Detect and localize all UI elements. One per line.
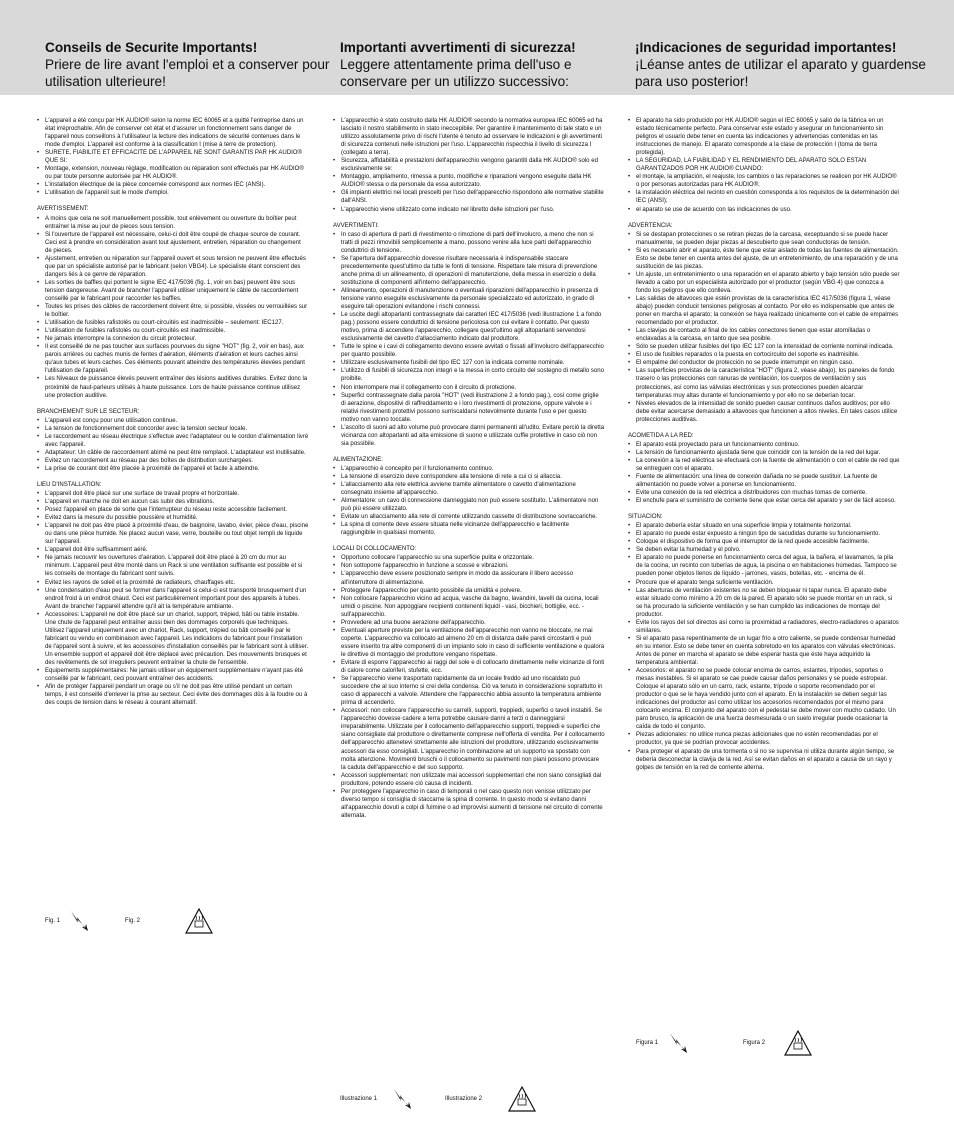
list-item: • Allineamento, operazioni di manutenzione o eventuali riparazioni dell'apparecchio in presenza di tensione vanno eseguite esclusivamente da personale specializzato ed autorizzato, in grado di eseguire tali operazioni evitandone i rischi connessi.: [333, 287, 605, 311]
list-item: • el aparato se use de acuerdo con las indicaciones de uso.: [628, 206, 900, 214]
bullet-list: [37, 117, 309, 197]
list-item: • Une condensation d'eau peut se former dans l'appareil si celui-ci est transporté brusquement d'un endroit froid à un endroit chaud. Ceci est particulièrement important pour des appareils à tubes. Avant de brancher l'appareil attendre qu'il ait la température ambiante.: [37, 587, 309, 611]
heading-title: Conseils de Securite Importants!: [45, 40, 258, 55]
list-item: • El aparato ha sido producido por HK AUDIO® según el IEC 60065 y salió de la fábrica en un estado técnicamente perfecto. Para conservar este estado y asegurar un funcionamiento sin peligros el usuario debe tener en cuenta las indicaciones y advertencias contenidas en las instrucciones de manejo. El aparato corresponde a la clase de protección I (toma de tierra protegida).: [628, 117, 900, 157]
list-item: • Se l'apertura dell'apparecchio dovesse risultare necessaria è indispensabile staccare precedentemente quest'ultimo da tutte le fonti di tensione. Rispettare tale misura di prevenzione anche prima di un allineamento, di operazioni di manutenzione, della messa in esercizio o della sostituzione di componenti all'interno dell'apparecchio.: [333, 255, 605, 287]
figures-it: [340, 1086, 540, 1116]
bullet-list: [628, 117, 900, 214]
section-block: [628, 513, 900, 772]
list-item: • La conexión a la red eléctrica se efectuará con la fuente de alimentación o con el cable de red que se entreguen con el aparato.: [628, 457, 900, 473]
list-item: • L'appareil est conçu pour une utilisation continue.: [37, 417, 309, 425]
list-item: • Adaptateur: Un câble de raccordement abimé ne peut être remplacé. L'adaptateur est inutilisable.: [37, 449, 309, 457]
section-block: [37, 408, 309, 473]
list-item: • Non collocare l'apparecchio vicino ad acqua, vasche da bagno, lavandini, lavelli da cucina, locali umidi o piscine. Non appoggiare recipienti contenenti liquidi - vasi, bicchieri, bottiglie, ecc. - sull'apparecchio.: [333, 595, 605, 619]
heading-title: Importanti avvertimenti di sicurezza!: [340, 40, 576, 55]
list-item: • A moins que cela ne soit manuellement possible, tout enlèvement ou ouverture du boîtier peut entraîner la mise au jour de pieces sous tension.: [37, 215, 309, 231]
list-item: • Superfici contrassegnate dalla parola "HOT" (vedi illustrazione 2 a fondo pag.), così come griglie di aerazione, dispositivi di raffreddamento e i loro rivestimenti di protezione, oppure valvole e i relativi rivestimenti protettivi possono surriscaldarsi notevolmente durante l'uso e per questo motivo non vanno toccate.: [333, 392, 605, 424]
list-item: • Montaggio, ampliamento, rimessa a punto, modifiche e riparazioni vengono eseguite dalla HK AUDIO® stessa o da personale da essa autorizzato.: [333, 173, 605, 189]
list-item: • Evitez les rayons de soleil et la proximité de radiateurs, chauffages etc.: [37, 579, 309, 587]
section-heading: BRANCHEMENT SUR LE SECTEUR:: [37, 408, 140, 415]
list-item: • Las aberturas de ventilación existentes no se deben bloquear ni tapar nunca. El aparato debe estar situado como mínimo a 20 cm de la pared. El aparato sólo se puede montar en un rack, si se ha procurado la suficiente ventilación y se han cumplido las indicaciones de montaje del productor.: [628, 587, 900, 619]
list-item: • L'utilisation de fusibles rafistolés ou court-circuités est inadmissible – seulement: IEC127.: [37, 319, 309, 327]
list-item: • L'ascolto di suoni ad alto volume può provocare danni permanenti all'udito. Evitare perciò la diretta vicinanza con altoparlanti ad alta emissione di suono e utilizzate cuffie protettive in caso ciò non sia possibile.: [333, 424, 605, 448]
list-item: • La prise de courant doit être placée à proximité de l'appareil et facile à atteindre.: [37, 465, 309, 473]
list-item: • SURETE, FIABILITE ET EFFICACITE DE L'APPAREIL NE SONT GARANTIS PAR HK AUDIO® QUE SI:: [37, 149, 309, 165]
list-item: • Ajustement, entretien ou réparation sur l'appareil ouvert et sous tension ne peuvent être effectués que par un spécialiste autorisé par le fabricant (selon VBG4). Le spécialiste étant conscient des dangers liés à ce genre de réparation.: [37, 255, 309, 279]
list-item: • L'apparecchio deve essere posizionato sempre in modo da assicurare il libero accesso all'interruttore di alimentazione.: [333, 570, 605, 586]
bullet-list: [628, 231, 900, 424]
list-item: • Utilizzare esclusivamente fusibili del tipo IEC 127 con la indicata corrente nominale.: [333, 359, 605, 367]
section-block: [333, 545, 605, 820]
list-item: • Evitez un raccordement au réseau par des boîtes de distribution surchargées.: [37, 457, 309, 465]
list-item: • Si el aparato pasa repentinamente de un lugar frío a otro caliente, se puede condensar humedad en su interior. Esto se debe tener en cuenta sobretodo en los aparatos con válvulas electrónicas. Antes de poner en marcha el aparato se debe esperar hasta que éste haya adquirido la temperatura ambiental.: [628, 635, 900, 667]
section-heading: ACOMETIDA A LA RED:: [628, 432, 694, 439]
list-item: • El aparato no puede ponerse en funcionamiento cerca del agua, la bañera, el lavamanos, la pila de la cocina, un recinto con tuberías de agua, la piscina o en habitaciones húmedas. Tampoco se pueden poner objetos llenos de líquido - jarrones, vasos, botellas, etc. - encima de él.: [628, 554, 900, 578]
list-item: • Gli impianti elettrici nei locali prescelti per l'uso dell'apparecchio rispondono alle normative stabilite dall'ANSI.: [333, 189, 605, 205]
list-item: • Niveles elevados de la intensidad de sonido pueden causar continuos daños auditivos; por ello debe evitar acercarse demasiado a altavoces que funcionen a altos niveles. En tales casos utilice protecciones auditivas.: [628, 400, 900, 424]
list-item: • Accesorios: el aparato no se puede colocar encima de carros, estantes, trípodes, soportes o mesas inestables. Si el aparato se cae puede causar daños personales y se puede estropear. Coloque el aparato sólo en un carro, rack, estante, trípode o soporte recomendado por el productor o que se le haya vendido junto con el aparato. En la instalación se deben seguir las indicaciones del productor así como utilizar los accesorios recomendados por el mismo para colocarlo encima. El conjunto del aparato con el pedestal se debe mover con mucho cuidado. Un paro brusco, la aplicación de una fuerza desmesurada o un suelo irregular puede ocasionar la caída de todo el conjunto.: [628, 667, 900, 731]
section-heading: ADVERTENCIA:: [628, 222, 673, 229]
list-item: • Per proteggere l'apparecchio in caso di temporali o nel caso questo non venisse utilizzato per diverso tempo si consiglia di staccarne la spina di corrente. In questo modo si evitano danni all'apparecchio dovuti a colpi di fulmine o ad improvvisi aumenti di tensione nel circuito di corrente alternata.: [333, 788, 605, 820]
section-block: [37, 117, 309, 197]
list-item: • Proteggere l'apparecchio per quanto possibile da umidità e polvere.: [333, 587, 605, 595]
list-item: • Se l'apparecchio viene trasportato rapidamente da un locale freddo ad uno riscaldato può succedere che al suo interno si crei della condensa. Ciò va tenuto in considerazione soprattutto in caso di apparecchi a valvole. Attendere che l'apparecchio abbia assunto la temperatura ambiente prima di accenderlo.: [333, 675, 605, 707]
column-french: [37, 117, 309, 707]
list-item: • Un ajuste, un entretenimiento o una reparación en el aparato abierto y bajo tensión sólo puede ser llevado a cabo por un especialista autorizado por el productor (según VBG 4) que conozca a fondo los peligros que ello conlleva.: [628, 271, 900, 295]
section-heading: AVERTISSEMENT:: [37, 206, 89, 213]
list-item: • L'utilisation de fusibles rafistolés ou court-circuités est inadmissible.: [37, 327, 309, 335]
fig1-label: Illustrazione 1: [340, 1096, 378, 1102]
bullet-list: [37, 215, 309, 400]
list-item: • Si es necesario abrir el aparato, éste tiene que estar aislado de todas las fuentes de alimentación. Esto se debe tener en cuenta antes del ajuste, de un entretenimiento, de una reparación y de una sustitución de las piezas.: [628, 247, 900, 271]
list-item: • Eventuali aperture previste per la ventilazione dell'apparecchio non vanno ne bloccate, ne mai coperte. L'apparecchio va collocato ad almeno 20 cm di distanza dalle pareti circostanti e può essere inserito tra altre componenti di un impianto solo in caso di sufficiente ventilazione e qualora le direttive di montaggio del produttore vengano rispettate.: [333, 627, 605, 659]
list-item: • L'utilizzo di fusibili di sicurezza non integri e la messa in corto circuito del sostegno di metallo sono proibite.: [333, 367, 605, 383]
section-block: [628, 222, 900, 424]
section-block: [37, 481, 309, 707]
list-item: • Sicurezza, affidabilità e prestazioni dell'apparecchio vengono garantiti dalla HK AUDIO® solo ed esclusivamente se:: [333, 157, 605, 173]
list-item: • El empalme del conductor de protección no se puede interrumpir en ningún caso.: [628, 359, 900, 367]
hot-surface-warning-icon: [508, 1086, 536, 1112]
section-block: [333, 456, 605, 537]
list-item: • El enchufe para el suministro de corriente tiene que estar cerca del aparato y ser de fácil acceso.: [628, 497, 900, 505]
lightning-bolt-icon: [69, 908, 89, 932]
bullet-list: [628, 522, 900, 771]
list-item: • Non interrompere mai il collegamento con il circuito di protezione.: [333, 384, 605, 392]
list-item: • Evitate un allacciamento alla rete di corrente utilizzando cassette di distribuzione sovraccariche.: [333, 513, 605, 521]
list-item: • L'appareil en marche ne doit en aucun cas subir des vibrations.: [37, 498, 309, 506]
list-item: • Les Niveaux de puissance élevés peuvent entraîner des lésions auditives durables. Evitez donc la proximité de haut-parleurs utilisés à haute puissance. Lors de haute puissance continue utilisez une protection auditive.: [37, 375, 309, 399]
list-item: • Coloque el dispositivo de forma que el interruptor de la red quede accesible facilmente.: [628, 538, 900, 546]
section-heading: LOCALI DI COLLOCAMENTO:: [333, 546, 417, 553]
list-item: • el montaje, la ampliación, el reajuste, los cambios o las reparaciones se realicen por HK AUDIO® o por personas autorizadas para HK AUDIO®;: [628, 173, 900, 189]
list-item: • Procure que el aparato tenga suficiente ventilación.: [628, 579, 900, 587]
list-item: • Ne jamais interrompre la connexion du circuit protecteur.: [37, 335, 309, 343]
list-item: • Alimentatore: un cavo di connessione danneggiato non può essere sostituito. L'alimentatore non può più essere utilizzato.: [333, 497, 605, 513]
list-item: • L'appareil a été conçu par HK AUDIO® selon la norme IEC 60065 et a quitté l'entreprise dans un état irréprochable. Afin de conserver cet état et d'assurer un fonctionnement sans danger de l'appareil nous conseillons à l'utilisateur la lecture des indications de sécurité contenues dans le mode d'emploi. L'appareil est conforme à la classification I (mise à terre de protection).: [37, 117, 309, 149]
list-item: • L'appareil doit être placé sur une surface de travail propre et horizontale.: [37, 490, 309, 498]
list-item: • Las salidas de altavoces que estén provistas de la característica IEC 417/5036 (figura 1, véase abajo) pueden conducir tensiones peligrosas al contacto. Por ello es indispensable que antes de poner en marcha el aparato; la conexión se haya realizado únicamente con el cable de empalmes recomendado por el productor.: [628, 295, 900, 327]
list-item: • L'allacciamento alla rete elettrica avviene tramite alimentatore o cavetto d'alimentazione consegnato insieme all'apparecchio.: [333, 481, 605, 497]
list-item: • Provvedere ad una buone aerazione dell'apparecchio.: [333, 619, 605, 627]
list-item: • Evitez dans la mesure du possible poussière et humidité.: [37, 514, 309, 522]
bullet-list: [333, 231, 605, 448]
list-item: • El aparato debería estar situado en una superficie limpia y totalmente horizontal.: [628, 522, 900, 530]
list-item: • Toutes les prises des câbles de raccordement doivent être, si possible, vissées ou verrouillées sur le boîtier.: [37, 303, 309, 319]
list-item: • Le raccordement au réseau électrique s'effectue avec l'adaptateur ou le cordon d'alimentation livré avec l'appareil.: [37, 433, 309, 449]
heading-title: ¡Indicaciones de seguridad importantes!: [635, 40, 897, 55]
figures-fr: [45, 908, 225, 938]
list-item: • Si se destapan protecciones o se retiran piezas de la carcasa, exceptuando si se puede hacer manualmente, se pueden dejar piezas al descubierto que sean conductoras de tensión.: [628, 231, 900, 247]
list-item: • El aparato no puede estar expuesto a ningún tipo de sacudidas durante su funcionamiento.: [628, 530, 900, 538]
section-heading: LIEU D'INSTALLATION:: [37, 481, 102, 488]
fig1-label: Fig. 1: [45, 918, 61, 924]
list-item: • Il est conseillé de ne pas toucher aux surfaces pourvues du signe "HOT" (fig. 2, voir en bas), aux parois arrières ou caches munis de fentes d'aération, éléments d'aération et leurs caches ainsi qu'aux tubes et leurs caches. Ces éléments pouvant atteindre des températures élevées pendant l'utilisation de l'appareil.: [37, 343, 309, 375]
list-item: • In caso di apertura di parti di rivestimento o rimozione di parti dell'involucro, a meno che non si tratti di pezzi rimovibili semplicemente a mano, possono venire alla luce parti dell'apparecchio conduttrici di tensione.: [333, 231, 605, 255]
section-block: [628, 117, 900, 214]
list-item: • Posez l'appareil en place de sorte que l'interrupteur du réseau reste accessible facilement.: [37, 506, 309, 514]
list-item: • Le uscite degli altoparlanti contrassegnate dai caratteri IEC 417/5036 (vedi illustrazione 1 a fondo pag.) possono essere conduttrici di tensione pericolosa con cui evitare il contatto. Per questo motivo, prima di accendere l'apparecchio, collegare quest'ultimo agli altoparlanti servendosi esclusivamente del cavetto d'allacciamento indicato dal produttore.: [333, 311, 605, 343]
column-spanish: [628, 117, 900, 772]
list-item: • Se deben evitar la humedad y el polvo.: [628, 546, 900, 554]
section-heading: ALIMENTAZIONE:: [333, 456, 383, 463]
list-item: • Accessori supplementari: non utilizzate mai accessori supplementari che non siano consigliati dal produttore, potendo essere ciò causa di incidenti.: [333, 772, 605, 788]
header-fr: [45, 39, 345, 90]
list-item: • Ne jamais recouvrir les ouvertures d'aération. L'appareil doit être placé à 20 cm du mur au minimum. L'appareil peut être monté dans un Rack si une ventilation suffisante est possible et si les conseils de montage du fabricant sont suivis.: [37, 554, 309, 578]
list-item: • Les sorties de baffles qui portent le signe IEC 417/5036 (fig. 1, voir en bas) peuvent être sous tension dangereuse. Avant de brancher l'appareil utiliser uniquement le câble de raccordement conseillé par le fabricant pour raccorder les baffles.: [37, 279, 309, 303]
list-item: • Accessoires: L'appareil ne doit être placé sur un chariot, support, trépied, bâti ou table instable. Une chute de l'appareil peut entraîner aussi bien des dommages corporels que techniques. Utilisez l'appareil uniquement avec un chariot, Rack, support, trépied ou bâti conseillé par le fabricant ou vendu en combinaison avec l'appareil. Les indications du fabricant pour l'installation de l'appareil sont à suivre, et les accessoires d'installation conseillés par le fabricant sont à utiliser. Un ensemble support et appareil doit être déplacé avec précaution. Des mouvements brusques et des revêtements de sol irreguliers peuvent entraîner la chute de l'ensemble.: [37, 611, 309, 667]
list-item: • El aparato está proyectado para un funcionamiento continuo.: [628, 441, 900, 449]
list-item: • Si l'ouverture de l'appareil est nécessaire, celui-ci doit être coupé de chaque source de courant. Ceci est à prendre en considération avant tout ajustement, entretien, réparation ou changement de pieces.: [37, 231, 309, 255]
list-item: • Non sottoporre l'apparecchio in funzione a scosse e vibrazioni.: [333, 562, 605, 570]
fig2-label: Figura 2: [743, 1040, 766, 1046]
list-item: • Las superficies provistas de la característica "HOT" (figura 2, véase abajo), los paneles de fondo trasero o las protecciones con ranuras de ventilación, los cuerpos de ventilación y sus protecciones, así como las válvulas electrónicas y sus protecciones pueden alcanzar temperaturas muy altas durante el funcionamiento y por ello no se deberían tocar.: [628, 367, 900, 399]
hot-surface-warning-icon: [784, 1030, 812, 1056]
list-item: • La spina di corrente deve essere situata nelle vicinanze dell'apparecchio e facilmente raggiungibile in qualsiasi momento.: [333, 521, 605, 537]
column-italian: [333, 117, 605, 820]
list-item: • L'apparecchio è concepito per il funzionamento continuo.: [333, 465, 605, 473]
list-item: • La tensione di esercizio deve corrispondere alla tensione di rete a cui ci si allaccia.: [333, 473, 605, 481]
list-item: • L'apparecchio viene utilizzato come indicato nel libretto delle istruzioni per l'uso.: [333, 206, 605, 214]
list-item: • Montage, extension, nouveau réglage, modification ou réparation sont effectués par HK AUDIO® ou par toute personne autorisée par HK AUDIO®.: [37, 165, 309, 181]
list-item: • L'utilisation de l'appareil suit le mode d'emploi.: [37, 189, 309, 197]
section-heading: SITUACION:: [628, 514, 663, 521]
list-item: • Accessori: non collocare l'apparecchio su carrelli, supporti, treppiedi, superfici o tavoli instabili. Se l'apparecchio dovesse cadere a terra potrebbe causare danni a terzi o danneggiarsi irreparabilmente. Utilizzate per il collocamento dell'apparecchio supporti, treppiedi e superfici che siano consigliate dal produttore o direttamente comprese nell'offerta di vendita. Per il collocamento dell'apparecchio attenetevi strettamente alle istruzioni del produttore, utilizzando esclusivamente accessori da esso consigliati. L'apparecchio in combinazione ad un supporto va spostato con molta attenzione. Movimenti bruschi o il collocamento su pavimenti non piani possono provocare la caduta dell'apparecchio e del suo supporto.: [333, 707, 605, 771]
section-block: [333, 117, 605, 214]
heading-subtitle: ¡Léanse antes de utilizar el aparato y guardense para uso posterior!: [635, 57, 926, 89]
list-item: • L'appareil doit être suffisamment aéré.: [37, 546, 309, 554]
list-item: • Fuente de alimentación: una línea de conexión dañada no se puede sustituir. La fuente de alimentación no puede volver a ponerse en funcionamiento.: [628, 473, 900, 489]
lightning-bolt-icon: [392, 1086, 412, 1110]
list-item: • Sólo se pueden utilizar fusibles del tipo IEC 127 con la intensidad de corriente nominal indicada.: [628, 343, 900, 351]
list-item: • L'apparecchio è stato costruito dalla HK AUDIO® secondo la normativa europea IEC 60065 ed ha lasciato il nostro stabilimento in stato ineccepibile. Per garantire il mantenimento di tale stato e un utilizzo assolutamente privo di rischi l'utente è tenuto ad osservare le indicazioni e gli avvertimenti di sicurezza contenuti nelle istruzioni per l'uso. L'apparecchio rispecchia il livello di sicurezza I (collegato a terra).: [333, 117, 605, 157]
list-item: • Opportuno collocare l'apparecchio su una superficie pulita e orizzontale.: [333, 554, 605, 562]
bullet-list: [333, 117, 605, 214]
header-es: [635, 39, 935, 90]
list-item: • Evitare di esporre l'apparecchio ai raggi del sole e di collocarlo direttamente nelle vicinanze di fonti di calore come caloriferi, stufette, ecc.: [333, 659, 605, 675]
header-it: [340, 39, 640, 90]
bullet-list: [37, 490, 309, 707]
lightning-bolt-icon: [668, 1030, 688, 1054]
list-item: • Para proteger el aparato de una tormenta o si no se supervisa ni utiliza durante algún tiempo, se debería desconectar la clavija de la red. Así se evitan daños en el aparato a causa de un rayo y golpes de tensión en la red de corriente alterna.: [628, 748, 900, 772]
figures-es: [636, 1030, 836, 1060]
bullet-list: [333, 554, 605, 820]
fig2-label: Fig. 2: [125, 918, 141, 924]
list-item: • La tensión de funcionamiento ajustada tiene que coincidir con la tensión de la red del lugar.: [628, 449, 900, 457]
list-item: • LA SEGURIDAD, LA FIABILIDAD Y EL RENDIMIENTO DEL APARATO SOLO ESTAN GARANTIZADOS POR HK AUDIO® CUANDO:: [628, 157, 900, 173]
list-item: • Las clavijas de contacto al final de los cables conectores tienen que estar atornilladas o enclavadas a la carcasa, en tanto que sea posible.: [628, 327, 900, 343]
list-item: • Piezas adicionales: no utilice nunca piezas adicionales que no estén recomendadas por el productor, ya que se podrían provocar accidentes.: [628, 731, 900, 747]
list-item: • Equipements supplémentaires: Ne jamais utiliser un équipement supplémentaire n'ayant pas été conseillé par le fabricant, ceci pouvant entraîner des accidents.: [37, 667, 309, 683]
section-block: [333, 222, 605, 448]
list-item: • L'installation électrique de la pièce concernée correspond aux normes IEC (ANSI).: [37, 181, 309, 189]
list-item: • El uso de fusibles reparados o la puesta en cortocircuito del soporte es inadmisible.: [628, 351, 900, 359]
fig2-label: Illustrazione 2: [445, 1096, 483, 1102]
fig1-label: Figura 1: [636, 1040, 659, 1046]
list-item: • Tutte le spine e i cavi di collegamento devono essere avvitati o fissati all'involucro dell'apparecchio per quanto possibile.: [333, 343, 605, 359]
list-item: • la instalación eléctrica del recinto en cuestión corresponda a los requisitos de la determinación del IEC (ANSI);: [628, 189, 900, 205]
bullet-list: [37, 417, 309, 473]
heading-subtitle: Priere de lire avant l'emploi et a conserver pour utilisation ulterieure!: [45, 57, 330, 89]
list-item: • Evite los rayos del sol directos así como la proximidad a radiadores, electro-radiadores o aparatos similares.: [628, 619, 900, 635]
list-item: • La tension de fonctionnement doit concorder avec la tension secteur locale.: [37, 425, 309, 433]
section-heading: AVVERTIMENTI:: [333, 222, 379, 229]
section-block: [628, 432, 900, 505]
section-block: [37, 205, 309, 399]
list-item: • L'appareil ne doit pas être placé à proximité d'eau, de baignoire, lavabo, évier, pièce d'eau, piscine ou dans une pièce humide. Ne placez aucun vase, verre, bouteille ou tout objet rempli de liquide sur l'appareil.: [37, 522, 309, 546]
list-item: • Evite una conexión de la red eléctrica a distribuidores con muchas tomas de corriente.: [628, 489, 900, 497]
hot-surface-warning-icon: [185, 908, 213, 934]
bullet-list: [628, 441, 900, 505]
bullet-list: [333, 465, 605, 537]
heading-subtitle: Leggere attentamente prima dell'uso e conservare per un utilizzo successivo:: [340, 57, 572, 89]
list-item: • Afin de protéger l'appareil pendant un orage ou s'il ne doit pas être utilisé pendant un certain temps, il est conseillé d'enlever la prise au secteur. Ceci évite des dommages dûs à la foudre ou à des coups de tension dans le réseau à courant alternatif.: [37, 683, 309, 707]
